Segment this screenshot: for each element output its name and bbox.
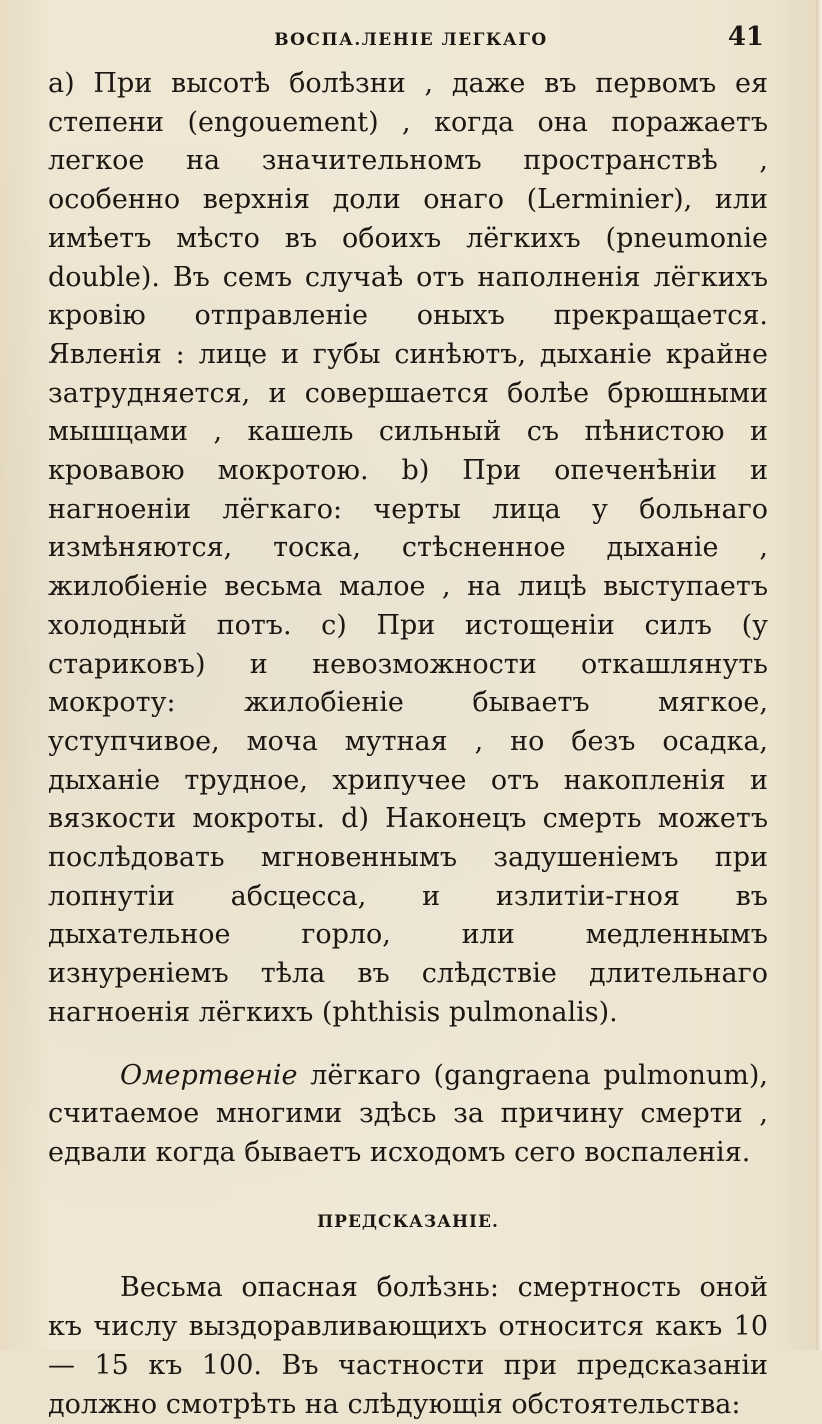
paragraph-prognosis-death-causes: а) При высотѣ болѣзни , даже въ первомъ ея степени (engouement) , когда она поражаетъ легкое на значительномъ пространствѣ , особенно верхнія доли онаго (Lerminier), или имѣетъ мѣсто въ обоихъ лёгкихъ (pneumonie double). Въ семъ случаѣ отъ наполненія лёгкихъ кровію отправленіе оныхъ прекращается. Явленія : лице и губы синѣютъ, дыханіе крайне затрудняется, и совершается болѣе брюшными мышцами , кашель сильный съ пѣнистою и кровавою мокротою. b) При опеченѣніи и нагноеніи лёгкаго: черты лица у больнаго измѣняются, тоска, стѣсненное дыханіе , жилобіеніе весьма малое , на лицѣ выступаетъ холодный потъ. c) При истощеніи силъ (у стариковъ) и невозможности откашлянуть мокроту: жилобіеніе бываетъ мягкое, уступчивое, моча мутная , но безъ осадка, дыханіе трудное, хрипучее отъ накопленія и вязкости мокроты. d) Наконецъ смерть можетъ послѣдовать мгновеннымъ задушеніемъ при лопнутіи абсцесса, и излитіи-гноя въ дыхательное горло, или медленнымъ изнуреніемъ тѣла въ слѣдствіе длительнаго нагноенія лёгкихъ (phthisis pulmonalis). (48, 68, 768, 1028)
page-header (0, 22, 822, 58)
paragraph-prognosis: Весьма опасная болѣзнь: смертность оной къ числу выздоравливающихъ относится какъ 10 — 15 къ 100. Въ частности при предсказаніи должно смотрѣть на слѣдующія обстоятельства: (48, 1272, 768, 1420)
page-edge-shadow (816, 0, 822, 1350)
running-head: ВОСПА.ЛЕНІЕ ЛЕГКАГО (274, 30, 548, 50)
gangrene-text: лёгкаго (gangraena pulmonum), считаемое многими здѣсь за причину смерти , едвали когда бываетъ исходомъ сего воспаленія. (48, 1059, 768, 1168)
section-heading: ПРЕДСКАЗАНІЕ. (317, 1211, 499, 1232)
body-text (48, 65, 768, 1424)
gangrene-term: Омертвеніе (120, 1059, 298, 1091)
page-number: 41 (727, 22, 764, 52)
paragraph-gangrene (48, 1057, 768, 1173)
